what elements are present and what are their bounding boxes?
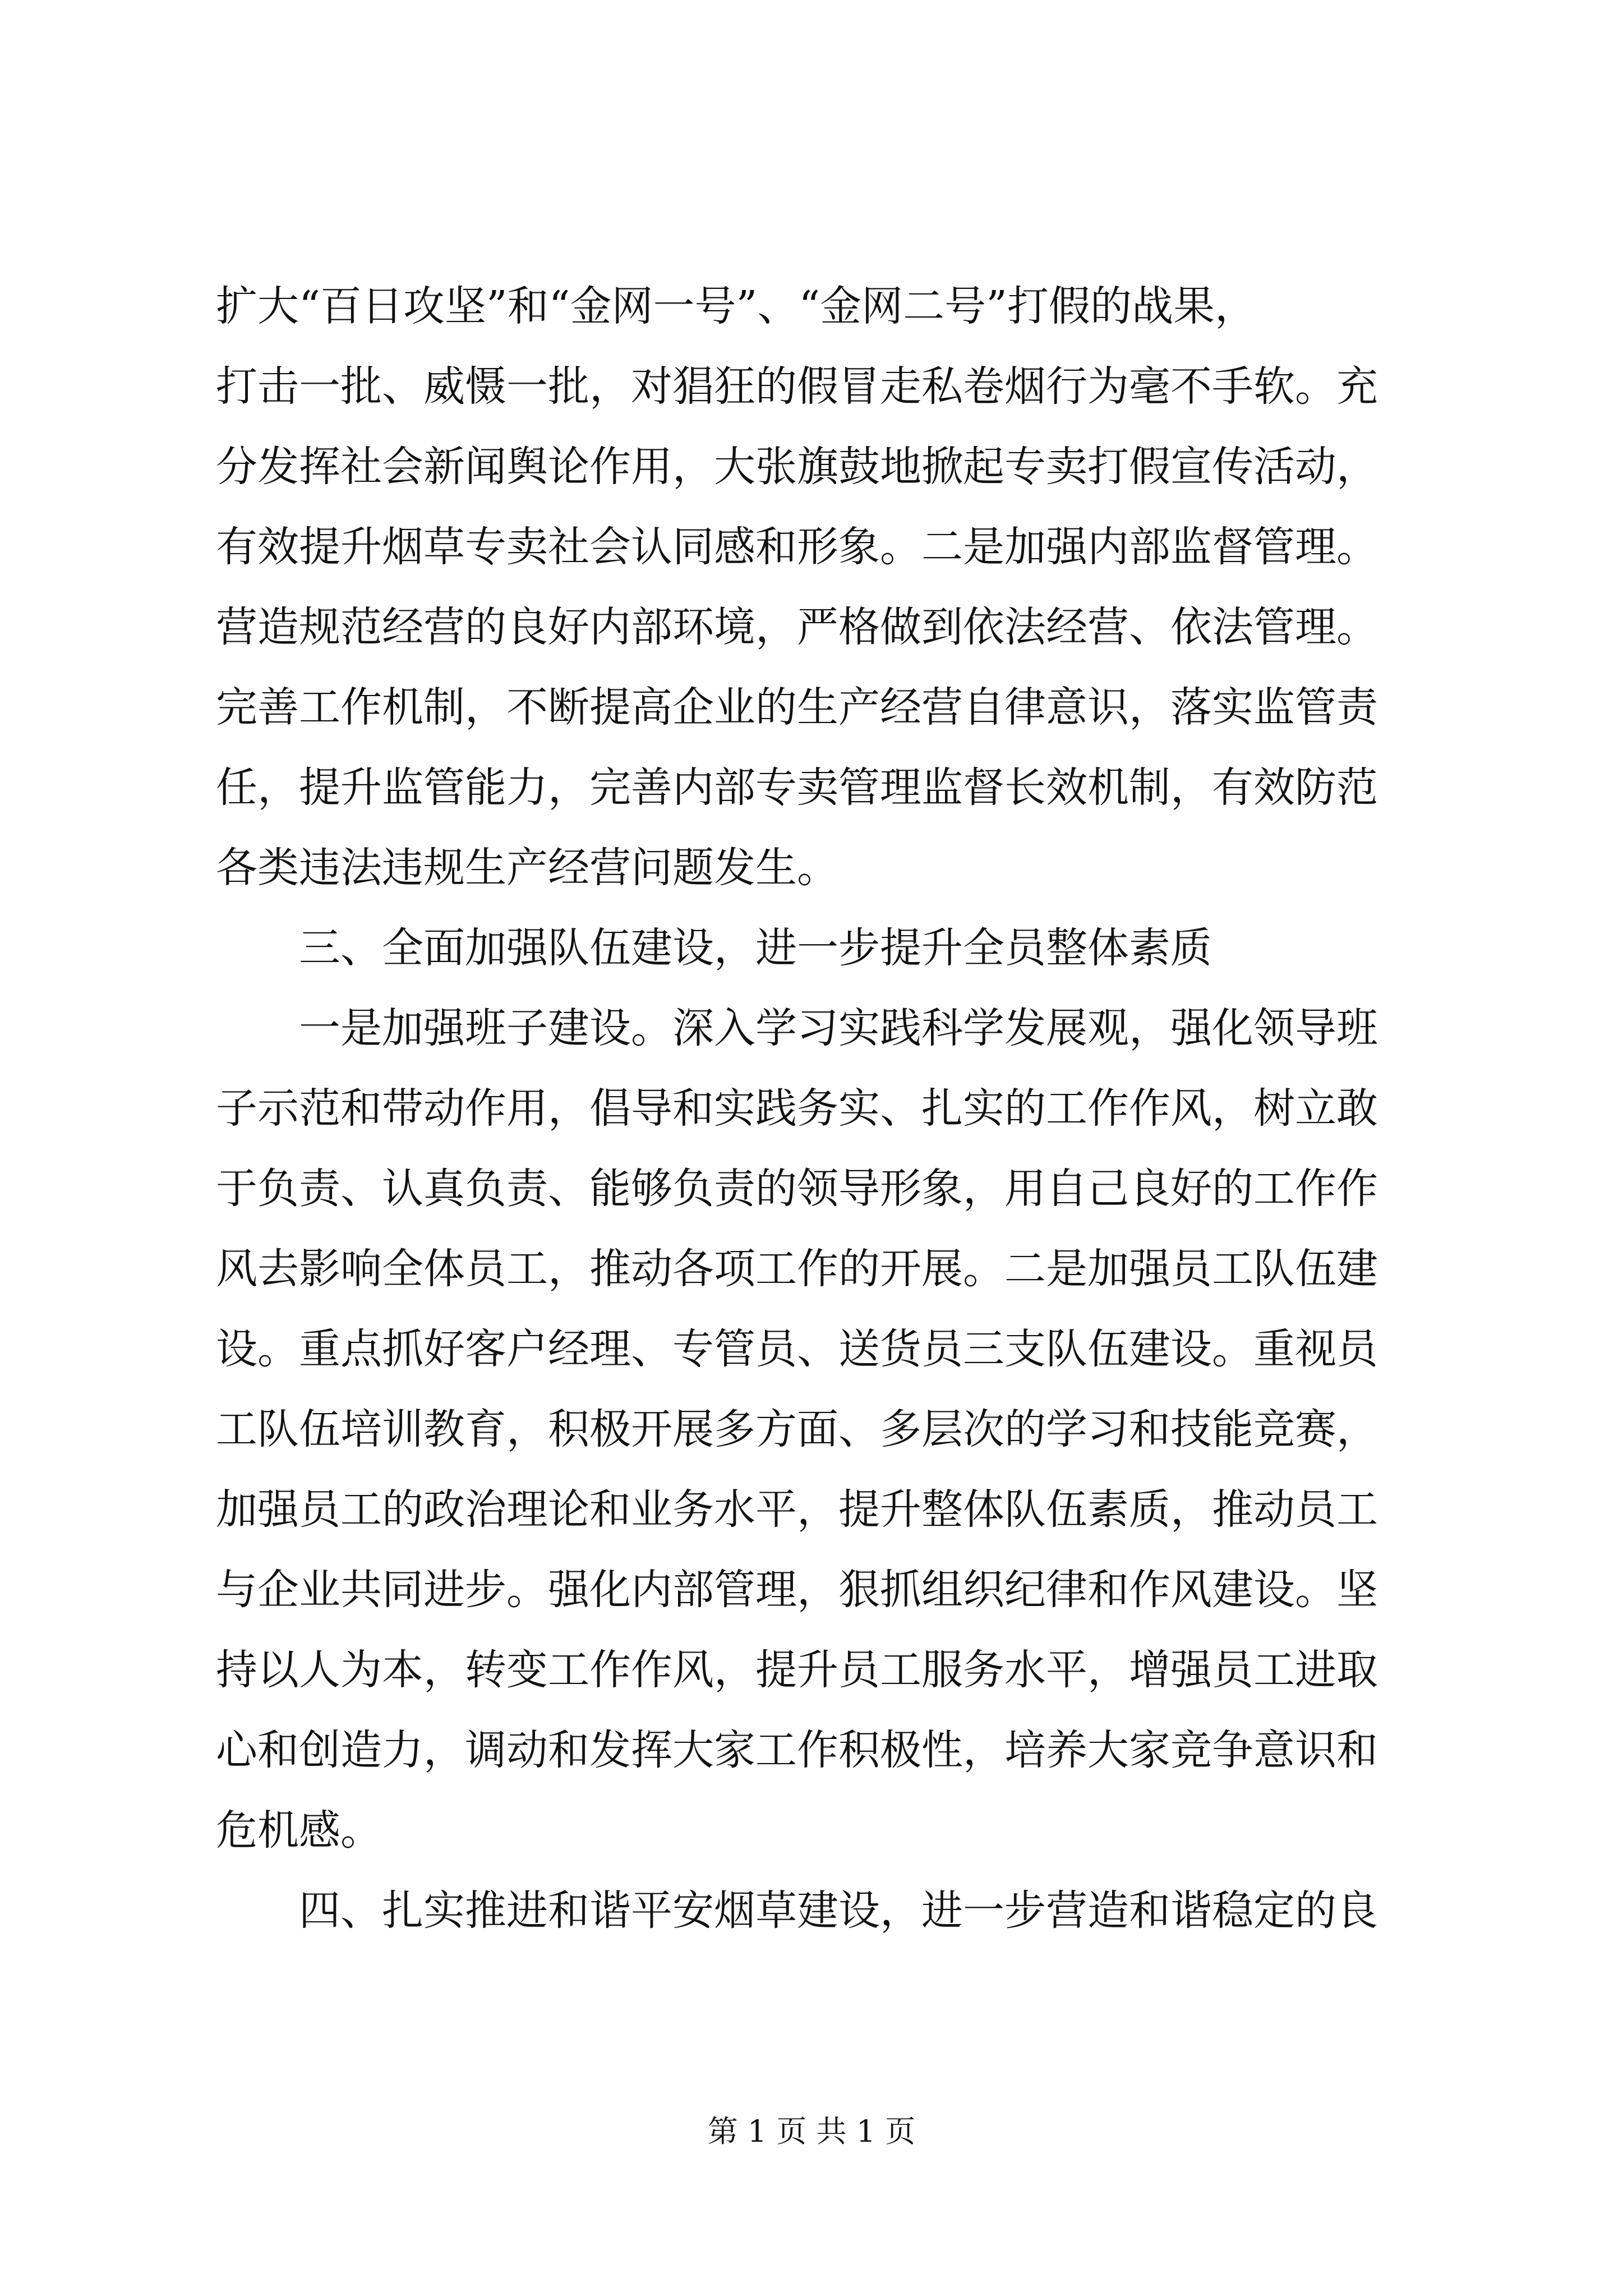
text-line: 任，提升监管能力，完善内部专卖管理监督长效机制，有效防范	[216, 763, 1378, 812]
text-line: 设。重点抓好客户经理、专管员、送货员三支队伍建设。重视员	[216, 1325, 1378, 1373]
text-line: 持以人为本，转变工作作风，提升员工服务水平，增强员工进取	[216, 1646, 1378, 1694]
text-line: 各类违法违规生产经营问题发生。	[216, 844, 838, 892]
text-line: 于负责、认真负责、能够负责的领导形象，用自己良好的工作作	[216, 1165, 1378, 1213]
page-number-label: 第 1 页 共 1 页	[707, 2114, 916, 2149]
text-line: 危机感。	[216, 1806, 382, 1855]
text-line: 风去影响全体员工，推动各项工作的开展。二是加强员工队伍建	[216, 1245, 1378, 1293]
text-line: 分发挥社会新闻舆论作用，大张旗鼓地掀起专卖打假宣传活动，	[216, 443, 1378, 491]
text-line: 子示范和带动作用，倡导和实践务实、扎实的工作作风，树立敢	[216, 1084, 1378, 1133]
section-heading-3: 三、全面加强队伍建设，进一步提升全员整体素质	[299, 924, 1212, 972]
text-line: 有效提升烟草专卖社会认同感和形象。二是加强内部监督管理。	[216, 523, 1378, 571]
paragraph-start-line: 一是加强班子建设。深入学习实践科学发展观，强化领导班	[299, 1004, 1378, 1052]
text-line: 完善工作机制，不断提高企业的生产经营自律意识，落实监管责	[216, 683, 1378, 731]
text-line: 工队伍培训教育，积极开展多方面、多层次的学习和技能竞赛，	[216, 1405, 1378, 1453]
text-line: 加强员工的政治理论和业务水平，提升整体队伍素质，推动员工	[216, 1485, 1378, 1534]
text-line: 扩大“百日攻坚”和“金网一号”、“金网二号”打假的战果，	[216, 282, 1256, 330]
text-line: 营造规范经营的良好内部环境，严格做到依法经营、依法管理。	[216, 603, 1378, 651]
text-line: 打击一批、威慑一批，对猖狂的假冒走私卷烟行为毫不手软。充	[216, 362, 1378, 411]
document-body	[216, 266, 1416, 1951]
text-line: 与企业共同进步。强化内部管理，狠抓组织纪律和作风建设。坚	[216, 1566, 1378, 1614]
text-line: 心和创造力，调动和发挥大家工作积极性，培养大家竞争意识和	[216, 1726, 1378, 1774]
section-heading-4: 四、扎实推进和谐平安烟草建设，进一步营造和谐稳定的良	[299, 1887, 1378, 1935]
page-footer	[0, 2112, 1623, 2151]
